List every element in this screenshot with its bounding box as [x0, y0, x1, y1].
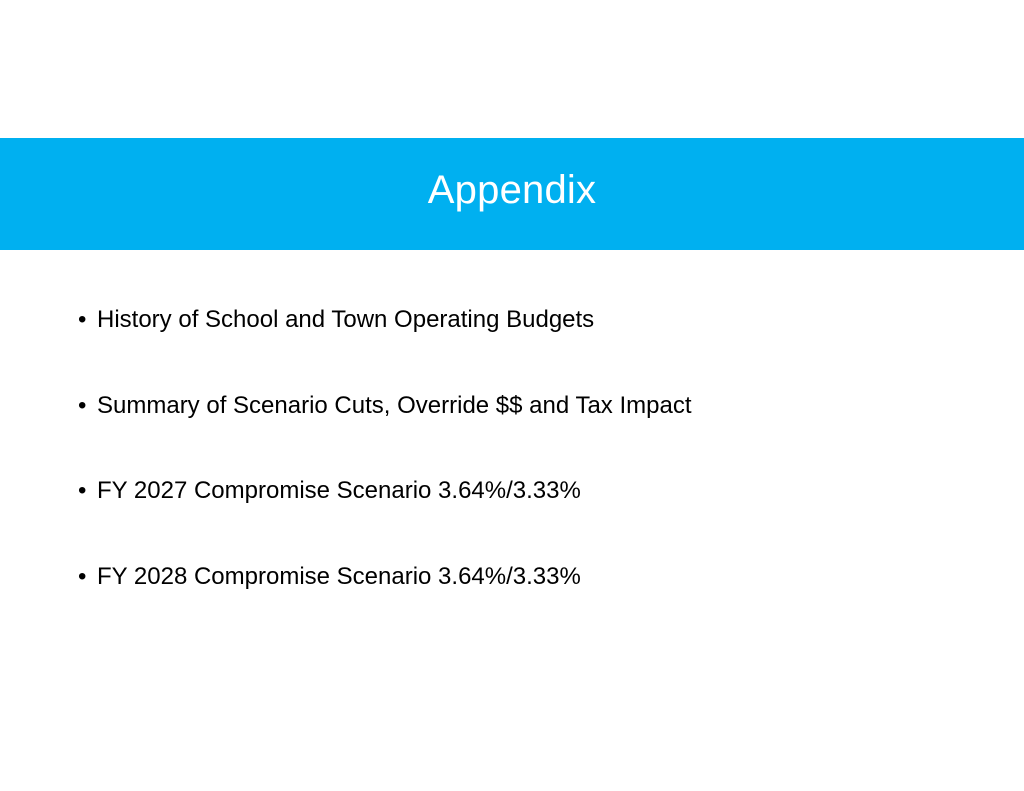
- bullet-icon: •: [78, 391, 87, 419]
- bullet-list: [78, 306, 691, 648]
- bullet-text: FY 2028 Compromise Scenario 3.64%/3.33%: [97, 562, 581, 590]
- list-item: [78, 563, 691, 649]
- bullet-text: Summary of Scenario Cuts, Override $$ and Tax Impact: [97, 391, 692, 419]
- slide-title: Appendix: [427, 167, 597, 212]
- bullet-icon: •: [78, 306, 87, 333]
- list-item: [78, 306, 691, 392]
- list-item: [78, 477, 691, 563]
- bullet-icon: •: [78, 562, 87, 590]
- list-item: [78, 392, 691, 478]
- bullet-icon: •: [78, 477, 87, 504]
- bullet-text: FY 2027 Compromise Scenario 3.64%/3.33%: [97, 477, 581, 504]
- bullet-text: History of School and Town Operating Budgets: [97, 306, 595, 333]
- title-banner: [0, 138, 1024, 250]
